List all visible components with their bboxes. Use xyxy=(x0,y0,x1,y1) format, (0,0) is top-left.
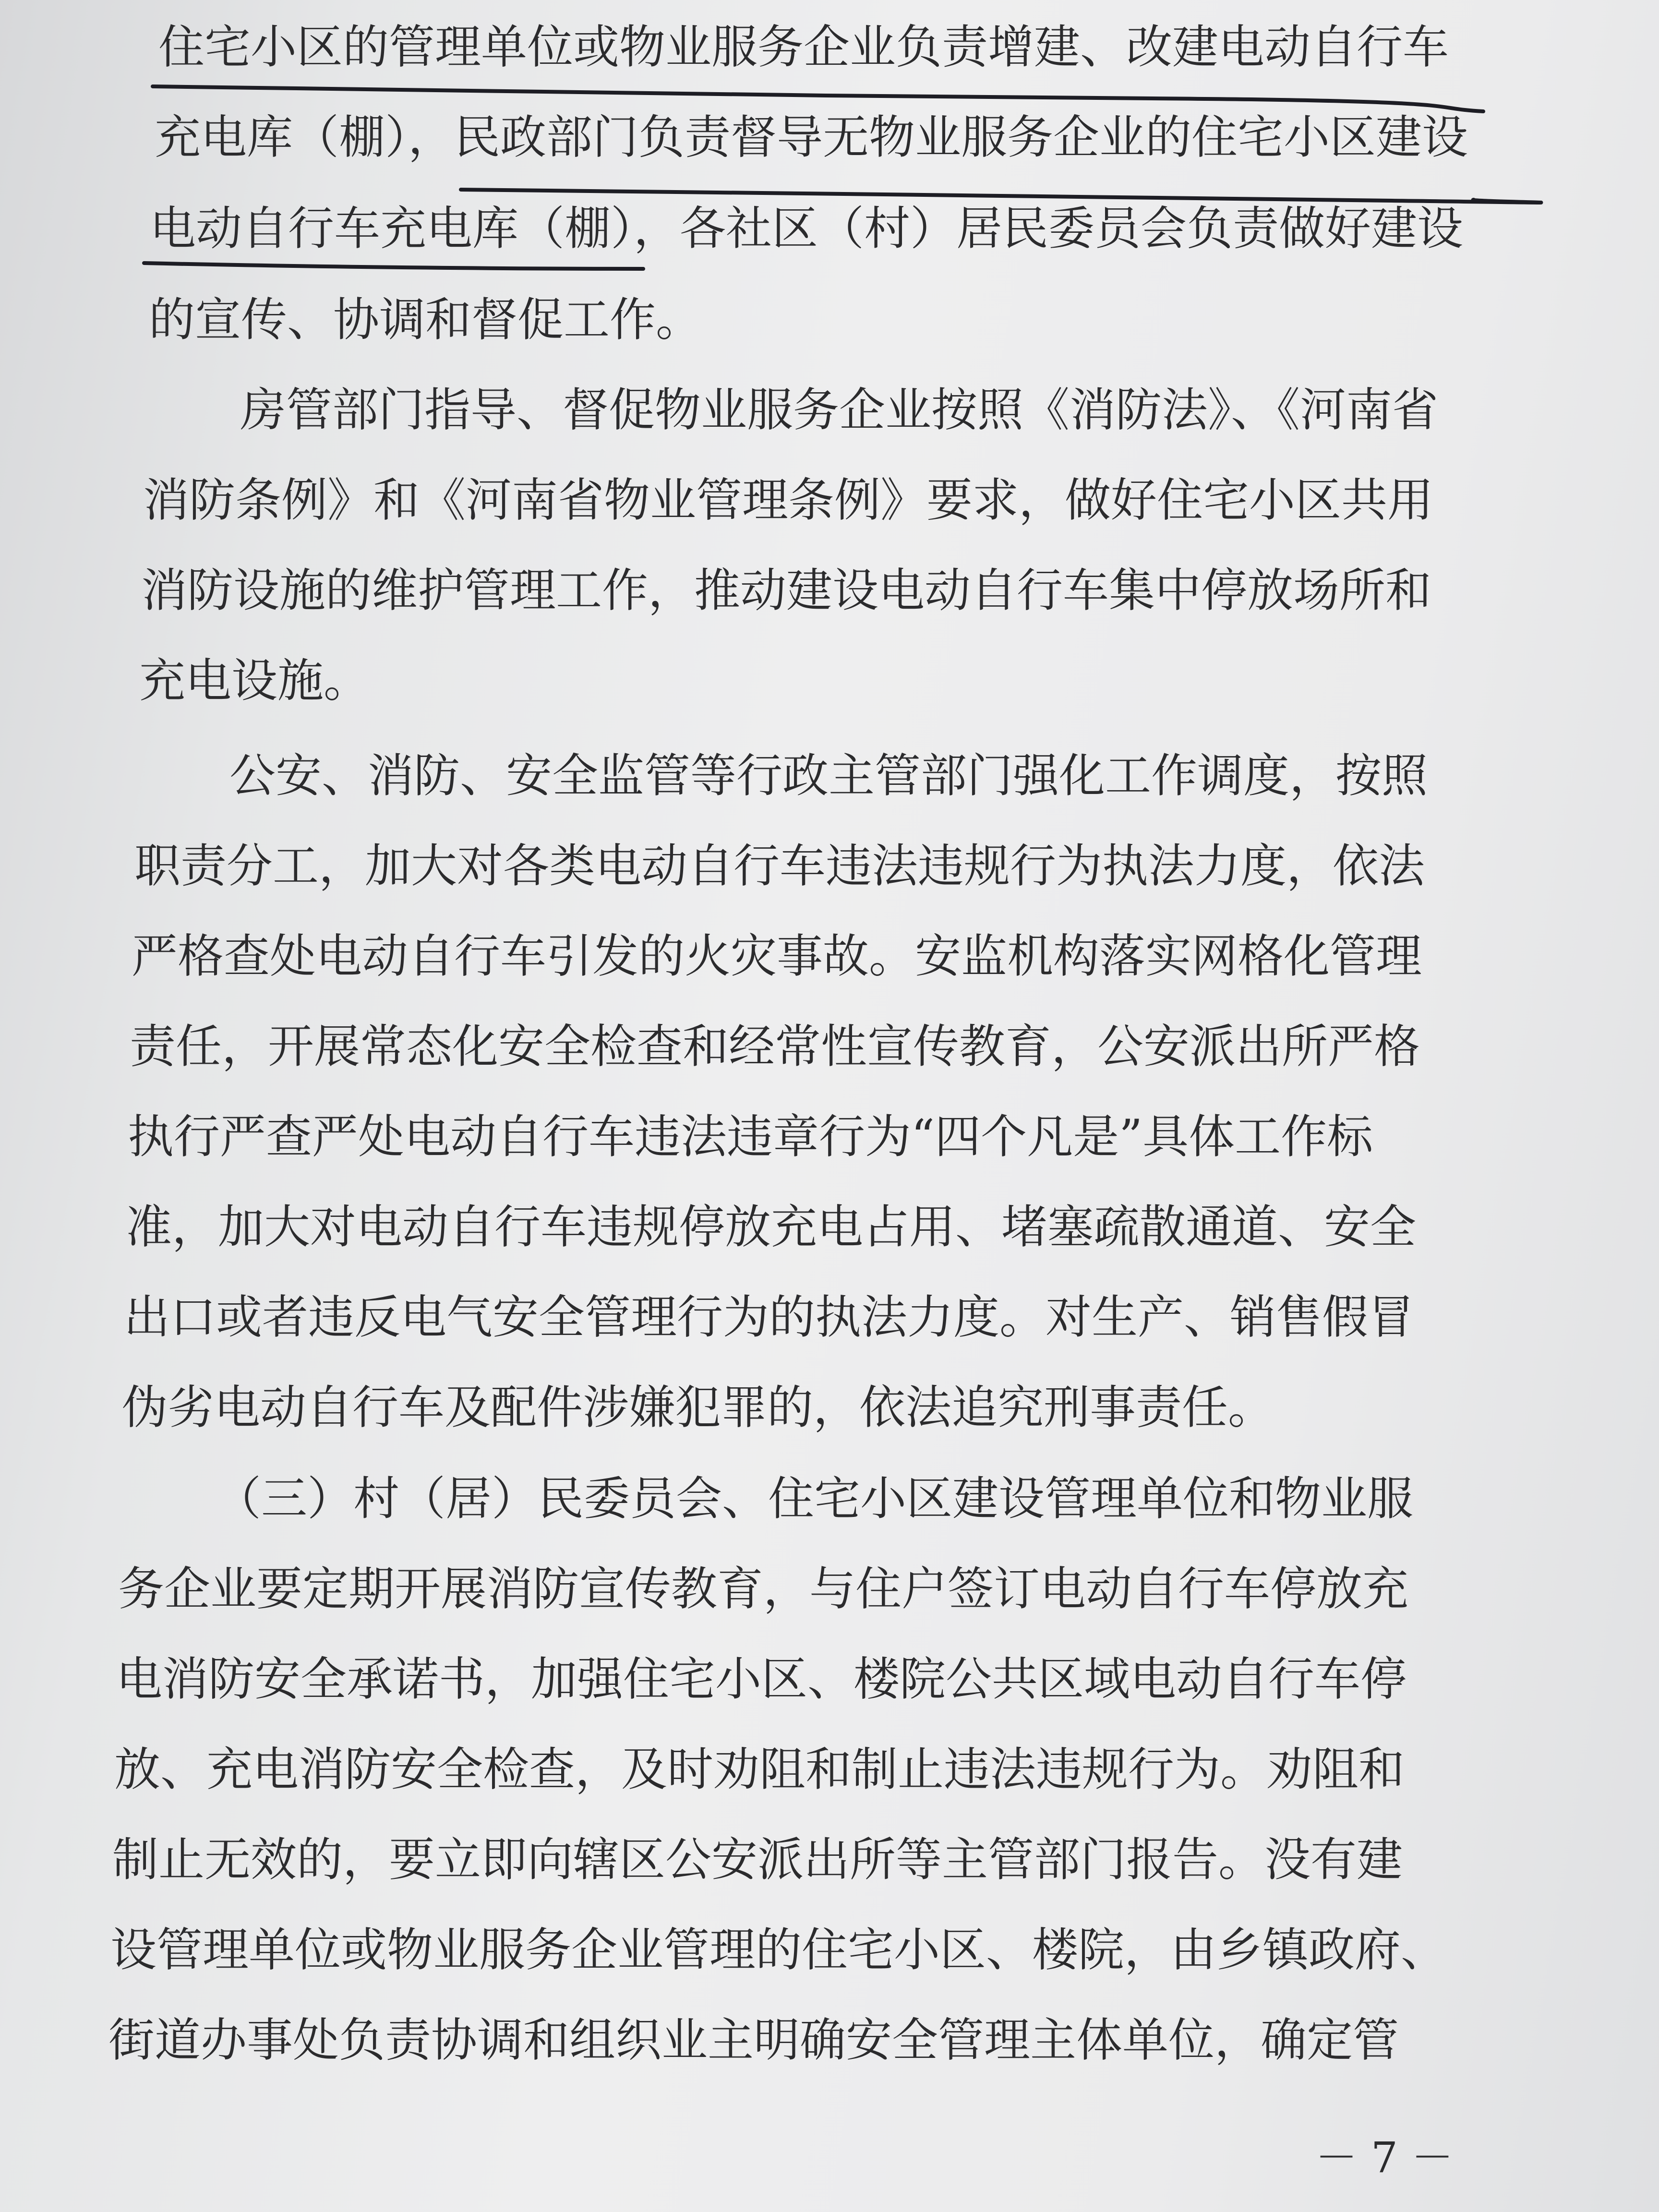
text-line: 严格查处电动自行车引发的火灾事故。安监机构落实网格化管理 xyxy=(132,929,1422,983)
text-line: 的宣传、协调和督促工作。 xyxy=(149,293,702,347)
text-line: 执行严查严处电动自行车违法违章行为“四个凡是”具体工作标 xyxy=(128,1110,1373,1164)
text-line: 制止无效的，要立即向辖区公安派出所等主管部门报告。没有建 xyxy=(112,1833,1403,1887)
text-line: 职责分工，加大对各类电动自行车违法违规行为执法力度，依法 xyxy=(134,839,1425,893)
text-line: 电动自行车充电库（棚），各社区（村）居民委员会负责做好建设 xyxy=(150,202,1463,255)
text-line: 伪劣电动自行车及配件涉嫌犯罪的，依法追究刑事责任。 xyxy=(122,1381,1274,1434)
text-line: 充电设施。 xyxy=(139,654,370,708)
text-line: 设管理单位或物业服务企业管理的住宅小区、楼院，由乡镇政府、 xyxy=(110,1923,1447,1977)
text-line: 准，加大对电动自行车违规停放充电占用、堵塞疏散通道、安全 xyxy=(126,1200,1416,1254)
text-line: 住宅小区的管理单位或物业服务企业负责增建、改建电动自行车 xyxy=(158,20,1449,74)
text-line: 电消防安全承诺书，加强住宅小区、楼院公共区域电动自行车停 xyxy=(116,1652,1407,1706)
text-line: 公安、消防、安全监管等行政主管部门强化工作调度，按照 xyxy=(229,749,1428,803)
text-line: （三）村（居）民委员会、住宅小区建设管理单位和物业服 xyxy=(215,1472,1413,1526)
text-line: 责任，开展常态化安全检查和经常性宣传教育，公安派出所严格 xyxy=(130,1020,1420,1073)
text-line: 房管部门指导、督促物业服务企业按照《消防法》、《河南省 xyxy=(240,383,1438,437)
page-number: － 7 － xyxy=(1315,2133,1454,2182)
text-line: 消防设施的维护管理工作，推动建设电动自行车集中停放场所和 xyxy=(141,564,1431,617)
text-line: 充电库（棚），民政部门负责督导无物业服务企业的住宅小区建设 xyxy=(155,110,1468,164)
text-line: 消防条例》和《河南省物业管理条例》要求，做好住宅小区共用 xyxy=(143,473,1433,527)
text-line: 务企业要定期开展消防宣传教育，与住户签订电动自行车停放充 xyxy=(118,1562,1408,1616)
text-line: 出口或者违反电气安全管理行为的执法力度。对生产、销售假冒 xyxy=(124,1290,1414,1344)
text-line: 放、充电消防安全检查，及时劝阻和制止违法违规行为。劝阻和 xyxy=(114,1743,1405,1796)
text-line: 街道办事处负责协调和组织业主明确安全管理主体单位，确定管 xyxy=(108,2013,1399,2067)
